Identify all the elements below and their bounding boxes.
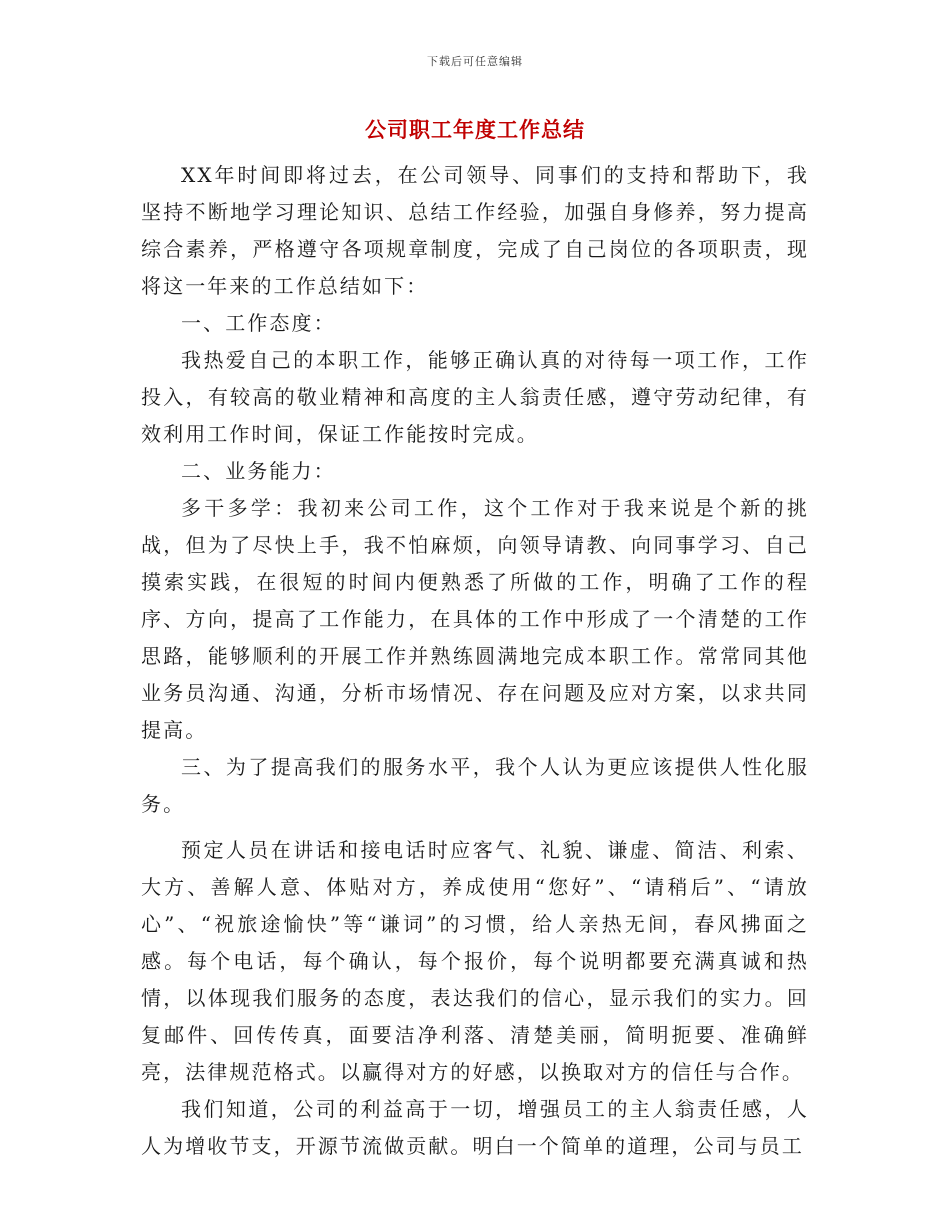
section-heading-service: 三、为了提高我们的服务水平，我个人认为更应该提供人性化服务。 (141, 755, 809, 816)
document-body (141, 157, 809, 1165)
paragraph-service: 预定人员在讲话和接电话时应客气、礼貌、谦虚、简洁、利索、大方、善解人意、体贴对方，养成使用“您好”、“请稍后”、“请放心”、“祝旅途愉快”等“谦词”的习惯，给人亲热无间，春风拂面之感。每个电话，每个确认，每个报价，每个说明都要充满真诚和热情，以体现我们服务的态度，表达我们的信心，显示我们的实力。回复邮件、回传传真，面要洁净利落、清楚美丽，简明扼要、准确鲜亮，法律规范格式。以赢得对方的好感，以换取对方的信任与合作。 (141, 838, 809, 1084)
header-note: 下载后可任意编辑 (427, 55, 523, 68)
section-heading-ability: 二、业务能力： (181, 459, 336, 483)
paragraph-attitude: 我热爱自己的本职工作，能够正确认真的对待每一项工作，工作投入，有较高的敬业精神和高度的主人翁责任感，遵守劳动纪律，有效利用工作时间，保证工作能按时完成。 (141, 348, 809, 446)
section-heading-attitude: 一、工作态度： (181, 311, 336, 335)
document-title: 公司职工年度工作总结 (365, 117, 585, 142)
paragraph-intro: XX年时间即将过去，在公司领导、同事们的支持和帮助下，我坚持不断地学习理论知识、总结工作经验，加强自身修养，努力提高综合素养，严格遵守各项规章制度，完成了自己岗位的各项职责，现将这一年来的工作总结如下： (141, 163, 809, 298)
paragraph-ability: 多干多学：我初来公司工作，这个工作对于我来说是个新的挑战，但为了尽快上手，我不怕麻烦，向领导请教、向同事学习、自己摸索实践，在很短的时间内便熟悉了所做的工作，明确了工作的程序、方向，提高了工作能力，在具体的工作中形成了一个清楚的工作思路，能够顺利的开展工作并熟练圆满地完成本职工作。常常同其他业务员沟通、沟通，分析市场情况、存在问题及应对方案，以求共同提高。 (141, 496, 809, 742)
paragraph-company-interest: 我们知道，公司的利益高于一切，增强员工的主人翁责任感，人人为增收节支，开源节流做贡献。明白一个简单的道理，公司与员工 (141, 1097, 809, 1158)
